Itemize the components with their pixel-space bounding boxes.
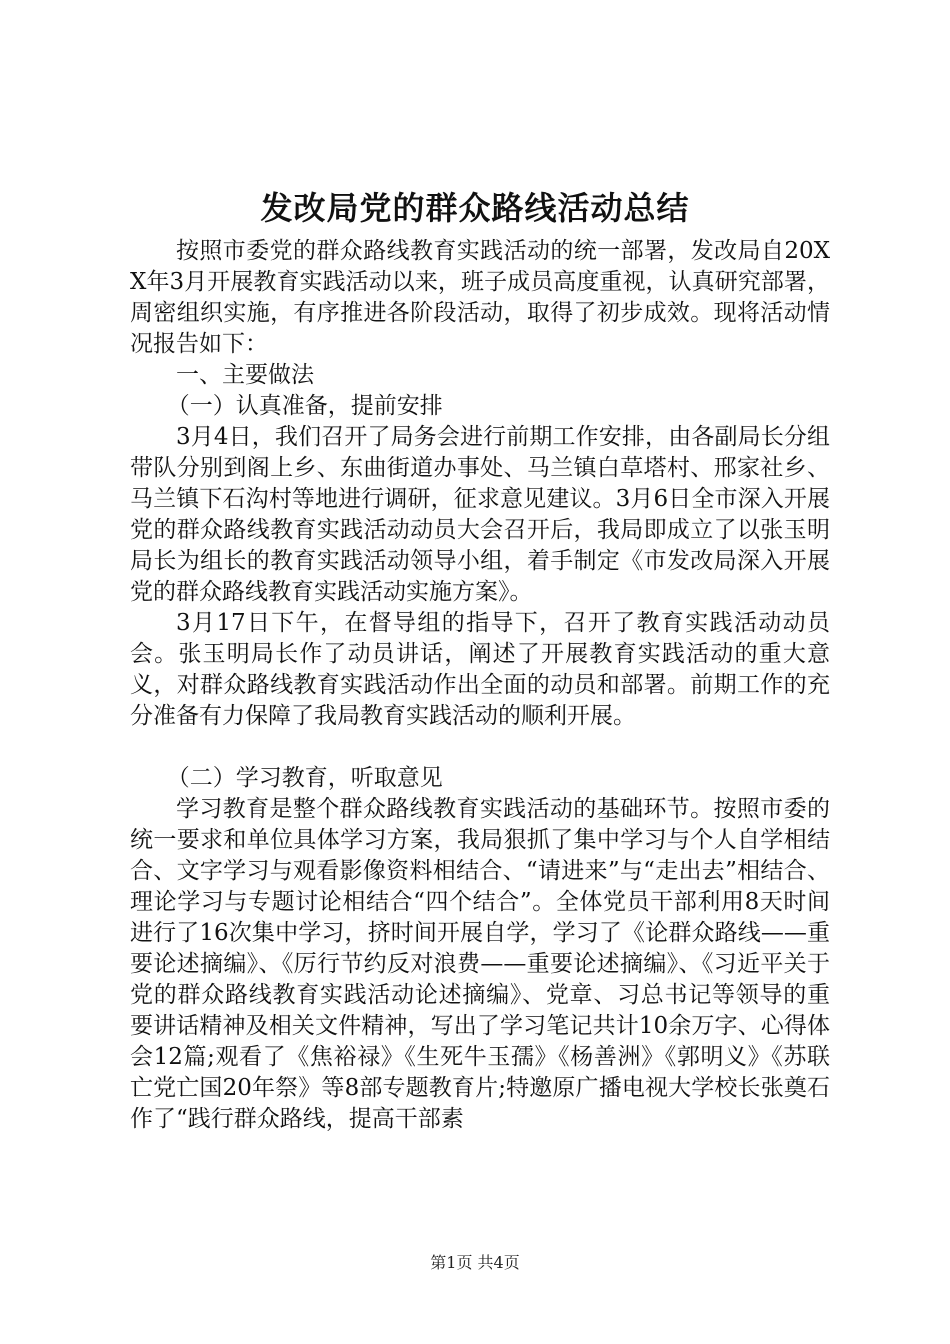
section-heading-main-practices: 一、主要做法 bbox=[176, 362, 314, 388]
subsection-heading-study: （二）学习教育，听取意见 bbox=[166, 765, 443, 791]
preparation-paragraph-1: 3月4日，我们召开了局务会进行前期工作安排，由各副局长分组带队分别到阁上乡、东曲街道办事处、马兰镇白草塔村、邢家社乡、马兰镇下石沟村等地进行调研，征求意见建议。3月6日全市深入开展党的群众路线教育实践活动动员大会召开后，我局即成立了以张玉明局长为组长的教育实践活动领导小组，着手制定《市发改局深入开展党的群众路线教育实践活动实施方案》。 bbox=[130, 424, 830, 605]
subsection-heading-preparation: （一）认真准备，提前安排 bbox=[166, 393, 443, 419]
document-title: 发改局党的群众路线活动总结 bbox=[260, 189, 690, 227]
document-body bbox=[130, 236, 830, 1135]
page-footer: 第1页 共4页 bbox=[430, 1253, 520, 1272]
intro-paragraph: 按照市委党的群众路线教育实践活动的统一部署，发改局自20XX年3月开展教育实践活动以来，班子成员高度重视，认真研究部署，周密组织实施，有序推进各阶段活动，取得了初步成效。现将活动情况报告如下： bbox=[130, 238, 830, 357]
preparation-paragraph-2: 3月17日下午，在督导组的指导下，召开了教育实践活动动员会。张玉明局长作了动员讲话，阐述了开展教育实践活动的重大意义，对群众路线教育实践活动作出全面的动员和部署。前期工作的充分准备有力保障了我局教育实践活动的顺利开展。 bbox=[130, 610, 830, 729]
study-paragraph: 学习教育是整个群众路线教育实践活动的基础环节。按照市委的统一要求和单位具体学习方案，我局狠抓了集中学习与个人自学相结合、文字学习与观看影像资料相结合、“请进来”与“走出去”相结合、理论学习与专题讨论相结合“四个结合”。全体党员干部利用8天时间进行了16次集中学习，挤时间开展自学，学习了《论群众路线——重要论述摘编》、《厉行节约反对浪费——重要论述摘编》、《习近平关于党的群众路线教育实践活动论述摘编》、党章、习总书记等领导的重要讲话精神及相关文件精神，写出了学习笔记共计10余万字、心得体会12篇;观看了《焦裕禄》《生死牛玉孺》《杨善洲》《郭明义》《苏联亡党亡国20年祭》等8部专题教育片;特邀原广播电视大学校长张奠石作了“践行群众路线，提高干部素 bbox=[130, 796, 830, 1132]
